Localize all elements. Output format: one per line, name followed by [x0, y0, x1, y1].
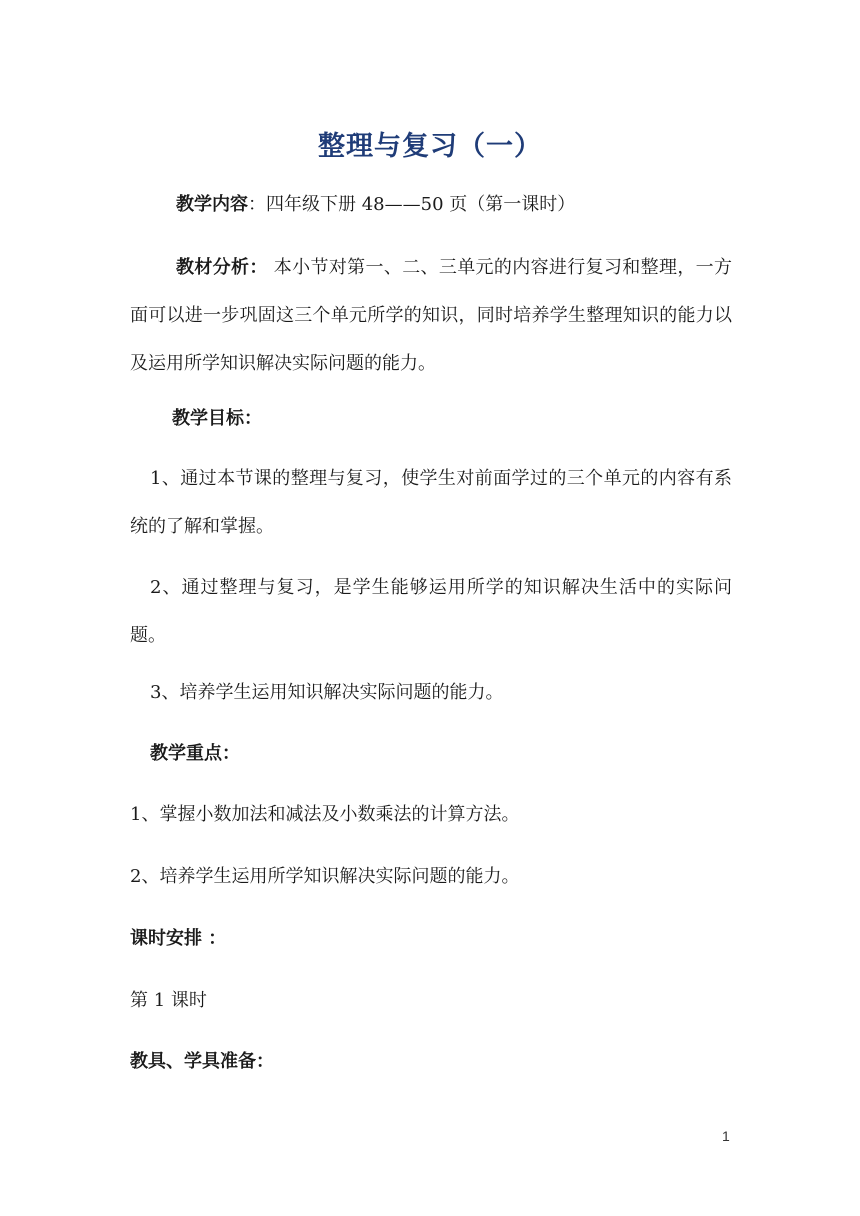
teaching-content-text: 四年级下册 48——50 页（第一课时） — [266, 194, 576, 215]
objective-item-2: 2、通过整理与复习，是学生能够运用所学的知识解决生活中的实际问题。 — [130, 577, 732, 646]
prep-heading: 教具、学具准备： — [130, 1051, 274, 1072]
keypoint-item-2: 2、培养学生运用所学知识解决实际问题的能力。 — [130, 866, 520, 887]
teaching-content-label: 教学内容 — [176, 194, 248, 215]
page-number: 1 — [722, 1128, 730, 1144]
material-analysis-label: 教材分析： — [176, 257, 268, 278]
keypoint-item-1: 1、掌握小数加法和减法及小数乘法的计算方法。 — [130, 804, 520, 825]
schedule-heading: 课时安排 ： — [130, 928, 227, 949]
material-analysis-paragraph — [130, 244, 732, 388]
objectives-heading: 教学目标： — [172, 408, 262, 429]
teaching-content-line — [176, 192, 575, 218]
keypoints-heading: 教学重点： — [150, 743, 240, 764]
teaching-content-colon: ： — [248, 194, 266, 215]
schedule-text: 第 1 课时 — [130, 990, 207, 1011]
objective-item-1: 1、通过本节课的整理与复习，使学生对前面学过的三个单元的内容有系统的了解和掌握。 — [130, 468, 732, 537]
page-title: 整理与复习（一） — [318, 131, 542, 162]
objective-item-3: 3、培养学生运用知识解决实际问题的能力。 — [150, 682, 504, 703]
material-analysis-text: 本小节对第一、二、三单元的内容进行复习和整理，一方面可以进一步巩固这三个单元所学的知识，同时培养学生整理知识的能力以及运用所学知识解决实际问题的能力。 — [130, 257, 733, 374]
